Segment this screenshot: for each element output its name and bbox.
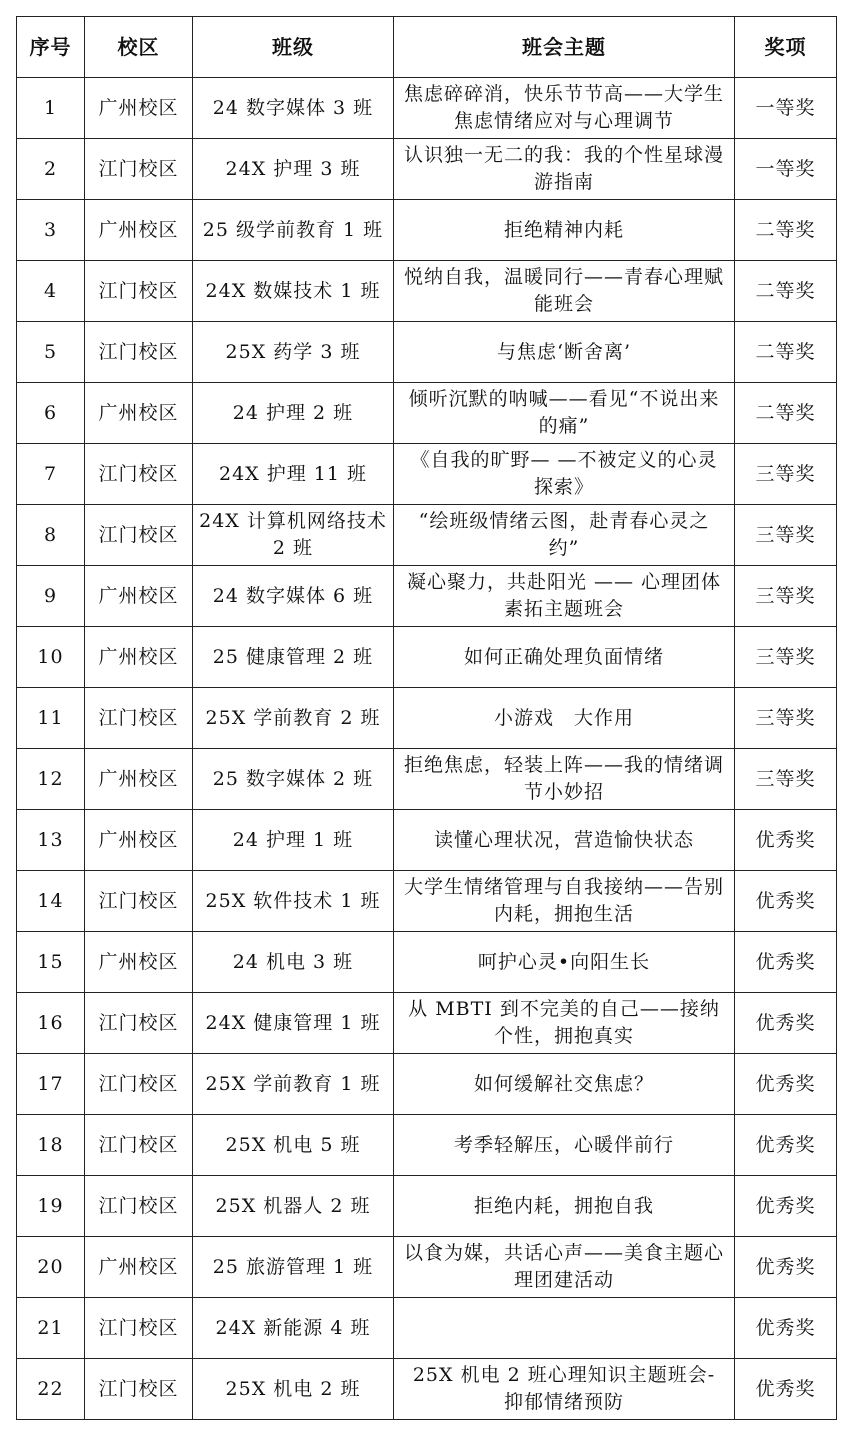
table-row xyxy=(17,566,837,627)
cell-campus: 江门校区 xyxy=(85,261,193,322)
cell-class: 25X 学前教育 2 班 xyxy=(193,688,394,749)
table-row xyxy=(17,261,837,322)
table-row xyxy=(17,444,837,505)
cell-class: 25X 机电 5 班 xyxy=(193,1115,394,1176)
cell-index: 18 xyxy=(17,1115,85,1176)
table-body xyxy=(17,78,837,1420)
table-row xyxy=(17,1176,837,1237)
cell-index: 7 xyxy=(17,444,85,505)
cell-class: 24X 护理 11 班 xyxy=(193,444,394,505)
cell-index: 11 xyxy=(17,688,85,749)
cell-theme: 焦虑碎碎消，快乐节节高——大学生焦虑情绪应对与心理调节 xyxy=(394,78,735,139)
cell-index: 10 xyxy=(17,627,85,688)
cell-campus: 江门校区 xyxy=(85,688,193,749)
cell-award: 三等奖 xyxy=(735,627,837,688)
cell-campus: 广州校区 xyxy=(85,566,193,627)
cell-award: 三等奖 xyxy=(735,505,837,566)
cell-campus: 江门校区 xyxy=(85,1176,193,1237)
cell-index: 12 xyxy=(17,749,85,810)
cell-class: 24 护理 2 班 xyxy=(193,383,394,444)
cell-theme: 倾听沉默的呐喊——看见“不说出来的痛” xyxy=(394,383,735,444)
cell-award: 优秀奖 xyxy=(735,993,837,1054)
cell-campus: 江门校区 xyxy=(85,505,193,566)
cell-award: 三等奖 xyxy=(735,688,837,749)
cell-index: 15 xyxy=(17,932,85,993)
table-row xyxy=(17,810,837,871)
cell-class: 24 护理 1 班 xyxy=(193,810,394,871)
cell-class: 24X 新能源 4 班 xyxy=(193,1298,394,1359)
cell-index: 4 xyxy=(17,261,85,322)
table-row xyxy=(17,505,837,566)
table-header xyxy=(17,17,837,78)
cell-campus: 广州校区 xyxy=(85,932,193,993)
cell-theme: 大学生情绪管理与自我接纳——告别内耗，拥抱生活 xyxy=(394,871,735,932)
cell-index: 19 xyxy=(17,1176,85,1237)
cell-class: 24 数字媒体 3 班 xyxy=(193,78,394,139)
cell-class: 24X 计算机网络技术 2 班 xyxy=(193,505,394,566)
cell-class: 25 旅游管理 1 班 xyxy=(193,1237,394,1298)
cell-class: 25X 药学 3 班 xyxy=(193,322,394,383)
cell-class: 25 健康管理 2 班 xyxy=(193,627,394,688)
cell-award: 二等奖 xyxy=(735,383,837,444)
table-row xyxy=(17,139,837,200)
cell-class: 24X 健康管理 1 班 xyxy=(193,993,394,1054)
cell-campus: 江门校区 xyxy=(85,1054,193,1115)
cell-award: 优秀奖 xyxy=(735,1298,837,1359)
cell-award: 优秀奖 xyxy=(735,871,837,932)
cell-campus: 广州校区 xyxy=(85,749,193,810)
cell-award: 一等奖 xyxy=(735,139,837,200)
cell-index: 20 xyxy=(17,1237,85,1298)
cell-index: 17 xyxy=(17,1054,85,1115)
cell-award: 二等奖 xyxy=(735,200,837,261)
cell-theme: 呵护心灵•向阳生长 xyxy=(394,932,735,993)
cell-theme: 如何缓解社交焦虑？ xyxy=(394,1054,735,1115)
cell-award: 优秀奖 xyxy=(735,1054,837,1115)
cell-class: 25 数字媒体 2 班 xyxy=(193,749,394,810)
cell-index: 22 xyxy=(17,1359,85,1420)
cell-award: 三等奖 xyxy=(735,444,837,505)
cell-theme: 考季轻解压，心暖伴前行 xyxy=(394,1115,735,1176)
table-row xyxy=(17,627,837,688)
cell-theme: 从 MBTI 到不完美的自己——接纳个性，拥抱真实 xyxy=(394,993,735,1054)
cell-theme: 悦纳自我，温暖同行——青春心理赋能班会 xyxy=(394,261,735,322)
cell-theme: 认识独一无二的我：我的个性星球漫游指南 xyxy=(394,139,735,200)
table-row xyxy=(17,200,837,261)
cell-campus: 广州校区 xyxy=(85,78,193,139)
cell-theme: 与焦虑‘断舍离’ xyxy=(394,322,735,383)
header-row xyxy=(17,17,837,78)
table-row xyxy=(17,1359,837,1420)
cell-campus: 广州校区 xyxy=(85,1237,193,1298)
cell-theme: 拒绝精神内耗 xyxy=(394,200,735,261)
table-row xyxy=(17,1237,837,1298)
cell-theme: 拒绝内耗，拥抱自我 xyxy=(394,1176,735,1237)
cell-award: 优秀奖 xyxy=(735,1115,837,1176)
table-row xyxy=(17,383,837,444)
cell-award: 优秀奖 xyxy=(735,1237,837,1298)
cell-campus: 江门校区 xyxy=(85,444,193,505)
cell-index: 2 xyxy=(17,139,85,200)
cell-class: 24 机电 3 班 xyxy=(193,932,394,993)
cell-theme: 小游戏 大作用 xyxy=(394,688,735,749)
cell-award: 优秀奖 xyxy=(735,1359,837,1420)
cell-index: 14 xyxy=(17,871,85,932)
header-campus: 校区 xyxy=(85,17,193,78)
cell-index: 16 xyxy=(17,993,85,1054)
header-class: 班级 xyxy=(193,17,394,78)
table-row xyxy=(17,871,837,932)
table-row xyxy=(17,749,837,810)
cell-theme: 拒绝焦虑，轻装上阵——我的情绪调节小妙招 xyxy=(394,749,735,810)
header-theme: 班会主题 xyxy=(394,17,735,78)
cell-award: 优秀奖 xyxy=(735,810,837,871)
cell-index: 9 xyxy=(17,566,85,627)
cell-award: 一等奖 xyxy=(735,78,837,139)
cell-campus: 江门校区 xyxy=(85,139,193,200)
cell-index: 8 xyxy=(17,505,85,566)
cell-award: 三等奖 xyxy=(735,566,837,627)
cell-theme: 凝心聚力，共赴阳光 —— 心理团体素拓主题班会 xyxy=(394,566,735,627)
cell-class: 25X 软件技术 1 班 xyxy=(193,871,394,932)
cell-index: 21 xyxy=(17,1298,85,1359)
cell-campus: 广州校区 xyxy=(85,810,193,871)
table-row xyxy=(17,688,837,749)
cell-index: 5 xyxy=(17,322,85,383)
cell-theme: “绘班级情绪云图，赴青春心灵之约” xyxy=(394,505,735,566)
awards-table xyxy=(16,16,837,1420)
cell-award: 二等奖 xyxy=(735,322,837,383)
cell-campus: 江门校区 xyxy=(85,993,193,1054)
cell-theme: 《自我的旷野— —不被定义的心灵探索》 xyxy=(394,444,735,505)
cell-index: 3 xyxy=(17,200,85,261)
cell-campus: 广州校区 xyxy=(85,200,193,261)
cell-class: 24X 数媒技术 1 班 xyxy=(193,261,394,322)
cell-campus: 江门校区 xyxy=(85,871,193,932)
table-row xyxy=(17,1115,837,1176)
cell-class: 24X 护理 3 班 xyxy=(193,139,394,200)
cell-theme: 以食为媒，共话心声——美食主题心理团建活动 xyxy=(394,1237,735,1298)
cell-class: 25X 机电 2 班 xyxy=(193,1359,394,1420)
table-row xyxy=(17,1054,837,1115)
cell-class: 25 级学前教育 1 班 xyxy=(193,200,394,261)
cell-class: 25X 学前教育 1 班 xyxy=(193,1054,394,1115)
cell-award: 二等奖 xyxy=(735,261,837,322)
cell-campus: 江门校区 xyxy=(85,1298,193,1359)
cell-campus: 江门校区 xyxy=(85,1359,193,1420)
cell-campus: 广州校区 xyxy=(85,627,193,688)
table-row xyxy=(17,1298,837,1359)
cell-index: 6 xyxy=(17,383,85,444)
table-row xyxy=(17,322,837,383)
cell-class: 25X 机器人 2 班 xyxy=(193,1176,394,1237)
cell-campus: 江门校区 xyxy=(85,1115,193,1176)
table-row xyxy=(17,78,837,139)
header-index: 序号 xyxy=(17,17,85,78)
header-award: 奖项 xyxy=(735,17,837,78)
cell-theme: 如何正确处理负面情绪 xyxy=(394,627,735,688)
cell-award: 优秀奖 xyxy=(735,1176,837,1237)
table-row xyxy=(17,993,837,1054)
cell-index: 1 xyxy=(17,78,85,139)
cell-award: 优秀奖 xyxy=(735,932,837,993)
cell-index: 13 xyxy=(17,810,85,871)
cell-campus: 广州校区 xyxy=(85,383,193,444)
cell-theme: 25X 机电 2 班心理知识主题班会-抑郁情绪预防 xyxy=(394,1359,735,1420)
cell-theme: 读懂心理状况，营造愉快状态 xyxy=(394,810,735,871)
cell-campus: 江门校区 xyxy=(85,322,193,383)
table-row xyxy=(17,932,837,993)
cell-award: 三等奖 xyxy=(735,749,837,810)
cell-class: 24 数字媒体 6 班 xyxy=(193,566,394,627)
cell-theme xyxy=(394,1298,735,1359)
